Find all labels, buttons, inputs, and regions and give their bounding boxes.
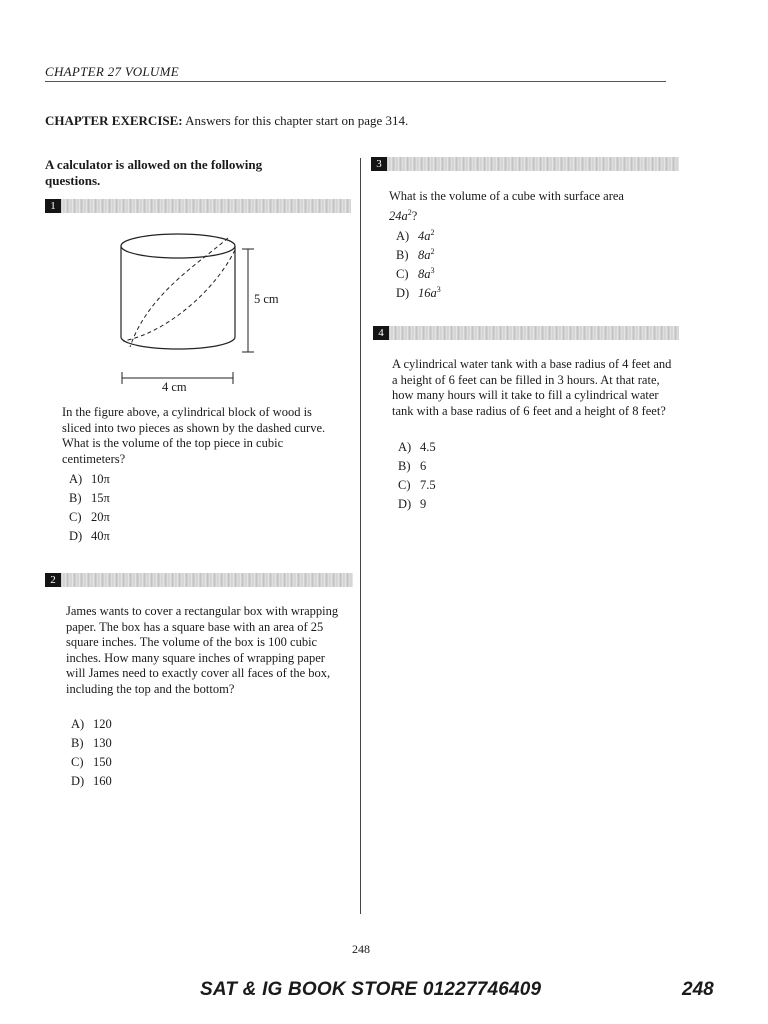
q1-choice-a[interactable]: A) 10π — [69, 472, 110, 486]
exercise-label: CHAPTER EXERCISE: — [45, 113, 183, 128]
question-4-choices — [398, 438, 436, 514]
height-label: 5 cm — [254, 292, 279, 306]
q4-choice-d[interactable]: D) 9 — [398, 497, 427, 511]
calculator-note: A calculator is allowed on the following questions. — [45, 157, 263, 188]
question-1-text: In the figure above, a cylindrical block of wood is sliced into two pieces as shown by the dashed curve. What is the volume of the top piece in cubic centimeters? — [62, 405, 326, 466]
chapter-exercise-line — [45, 113, 408, 129]
question-4-bar — [373, 326, 679, 340]
question-4-number: 4 — [373, 326, 389, 340]
header-divider — [45, 81, 666, 82]
question-2-text: James wants to cover a rectangular box with wrapping paper. The box has a square base with an area of 25 square inches. The volume of the box is 100 cubic inches. How many square inches of wrapping paper will James need to exactly cover all faces of the box, including the top and the bottom? — [66, 604, 339, 696]
question-3-text: What is the volume of a cube with surface area $24a^2$? — [389, 189, 624, 223]
q2-choice-b[interactable]: B) 130 — [71, 736, 112, 750]
q1-choice-d[interactable]: D) 40π — [69, 529, 110, 543]
chapter-header: CHAPTER 27 VOLUME — [45, 64, 179, 79]
q4-choice-a[interactable]: A) 4.5 — [398, 440, 436, 454]
question-1-number: 1 — [45, 199, 61, 213]
q3-choice-b[interactable]: B) $8a^2$ — [396, 247, 435, 263]
question-4-text: A cylindrical water tank with a base radius of 4 feet and a height of 6 feet can be filled in 3 hours. At that rate, how many hours will it take to fill a cylindrical water tank with a base radius of 6 feet and a height of 8 feet? — [392, 357, 672, 418]
question-3-choices — [396, 223, 441, 299]
exercise-note: Answers for this chapter start on page 314. — [185, 113, 409, 128]
q2-choice-c[interactable]: C) 150 — [71, 755, 112, 769]
question-1-choices — [69, 470, 110, 546]
question-2-number: 2 — [45, 573, 61, 587]
width-label: 4 cm — [162, 380, 187, 394]
page-number: 248 — [352, 942, 370, 956]
column-divider — [360, 158, 361, 914]
question-2-choices — [71, 715, 112, 791]
q3-choice-d[interactable]: D) $16a^3$ — [396, 285, 441, 301]
question-1-bar — [45, 199, 351, 213]
q2-choice-a[interactable]: A) 120 — [71, 717, 112, 731]
q1-choice-b[interactable]: B) 15π — [69, 491, 110, 505]
q3-choice-c[interactable]: C) $8a^3$ — [396, 266, 435, 282]
footer-page-number: 248 — [682, 979, 714, 1000]
cylinder-figure — [108, 224, 288, 394]
q4-choice-c[interactable]: C) 7.5 — [398, 478, 436, 492]
question-3-number: 3 — [371, 157, 387, 171]
q2-choice-d[interactable]: D) 160 — [71, 774, 112, 788]
question-3-bar — [371, 157, 679, 171]
footer-store-name: SAT & IG BOOK STORE 01227746409 — [200, 979, 542, 1000]
q1-choice-c[interactable]: C) 20π — [69, 510, 110, 524]
q4-choice-b[interactable]: B) 6 — [398, 459, 427, 473]
question-2-bar — [45, 573, 353, 587]
q3-choice-a[interactable]: A) $4a^2$ — [396, 228, 435, 244]
